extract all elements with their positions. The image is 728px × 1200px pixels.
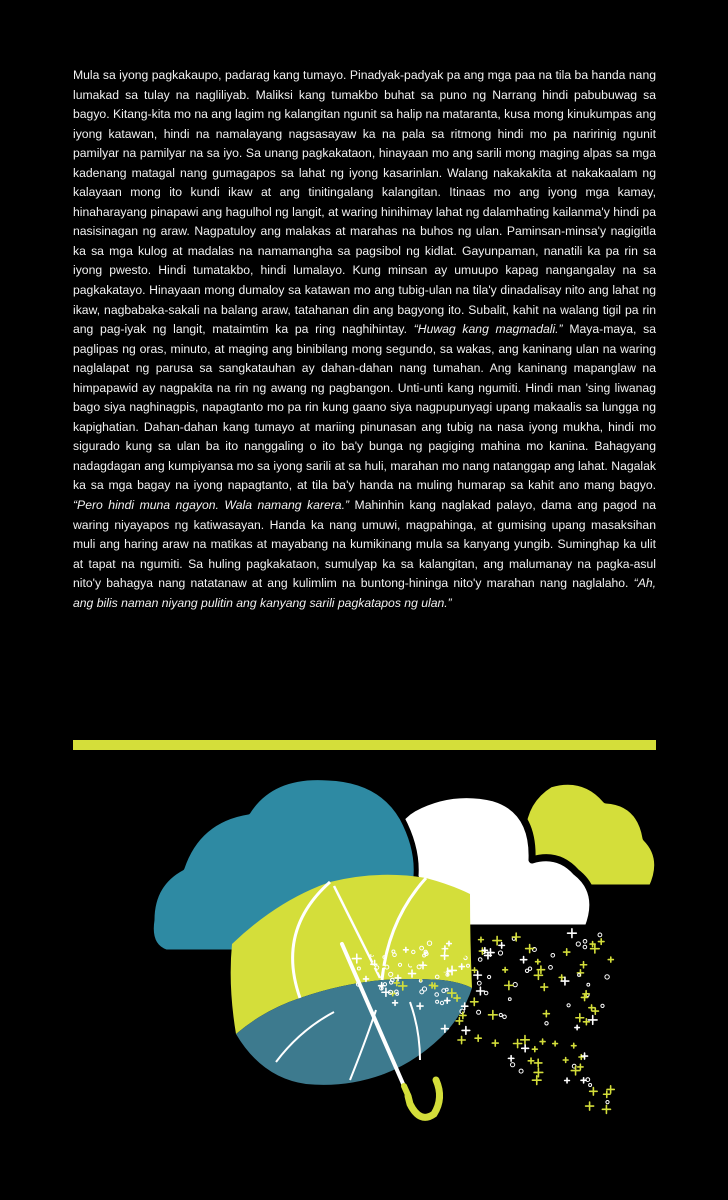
rain-illustration	[0, 750, 728, 1200]
sparkle-star	[534, 1059, 542, 1067]
sparkle-star	[586, 1102, 594, 1110]
sparkle-star	[505, 981, 513, 989]
sparkle-star	[582, 1053, 588, 1059]
sparkle-star	[602, 1105, 610, 1113]
story-segment-1: Mula sa iyong pagkakaupo, padarag kang tumayo. Pinadyak-padyak pa ang mga paa na tila ba handa nang lumakad sa tulay na nagliliyab. Maliksi kang tumakbo buhat sa puno ng Narrang hindi pabubuwag sa bagyo. Kitang-kita mo na ang lagim ng kalangitan ngunit sa halip na mataranta, kusa mong kinukumpas ang iyong katawan, hindi na namalayang nagsasayaw ka na pala sa ritmong hindi mo pa naririnig ngunit pamilyar na pamilyar na sa iyo. Sa unang pagkakataon, hinayaan mo ang sarili mong maging alpas sa mga kadenang matagal nang gumagapos sa lahat ng iyong kasarinlan. Walang nakakakita at nakakaalam ng kalayaan mong ito kundi ikaw at ang tinitingalang kalangitan. Itinaas mo ang iyong mga kamay, hinaharayang pinapawi ang hagulhol ng langit, at waring hinihimay lahat ng dalamhating kailanma'y hindi pa nasisinagan ng araw. Nagpatuloy ang malakas at marahas na buhos ng ulan. Paminsan-minsa'y nagigitla ka sa mga kulog at madalas na namamangha sa pagsibol ng kidlat. Gayunpaman, nanatili ka pa rin sa iyong pwesto. Hindi tumatakbo, hindi lumalayo. Kung minsan ay umuupo kapag nangangalay na sa pagkakatayo. Hinayaan mong dumaloy sa katawan mo ang tubig-ulan na tila'y dinadalisay nito ang lahat ng ikaw, nagbabaka-sakali na balang araw, tatahanan din ang bagyong ito. Subalit, kahit na walang tigil pa rin ang pag-iyak ng langit, mataimtim ka pa ring naghihintay.	[73, 68, 656, 337]
sparkle-star	[588, 1016, 597, 1025]
sparkle-star	[604, 1091, 610, 1097]
sparkle-star	[520, 956, 526, 962]
rain-drop	[508, 998, 511, 1001]
rain-drop	[587, 983, 590, 986]
story-quote-3: “Ah, ang bilis naman niyang pulitin ang kanyang sarili pagkatapos ng ulan.”	[73, 576, 656, 610]
rain-drop	[545, 1022, 548, 1025]
rain-drop	[606, 1101, 609, 1104]
sparkle-star	[493, 936, 501, 944]
sparkle-star	[479, 937, 484, 942]
sparkle-star	[564, 949, 570, 955]
story-segment-3: Mahinhin kang naglakad palayo, dama ang pagod na waring niyayapos ng katiwasayan. Handa ka nang umuwi, magpahinga, at gumising upang masaksihan muli ang haring araw na matikas at mayabang na kumikinang mula sa kanyang yungib. Suminghap ka ulit at tapat na ngumiti. Sa huling pagkakataon, sumulyap ka sa kalangitan, ang malumanay na pagka-asul nito'y bahagya nang natatanaw at ang kulimlim na buntong-hininga nito'y marahan nang naglalaho.	[73, 498, 656, 591]
rain-drop	[510, 1063, 514, 1067]
sparkle-star	[607, 1086, 614, 1093]
sparkle-star	[563, 1058, 568, 1063]
rain-drop	[477, 981, 481, 985]
sparkle-star	[522, 1045, 529, 1052]
sparkle-star	[477, 987, 485, 995]
sparkle-star	[608, 957, 613, 962]
sparkle-star	[590, 1088, 597, 1095]
sparkle-star	[508, 1056, 513, 1061]
rain-drop	[578, 974, 581, 977]
sparkle-star	[532, 1047, 537, 1052]
sparkle-star	[592, 1008, 598, 1014]
rain-drop	[605, 975, 609, 979]
sparkle-star	[526, 945, 534, 953]
sparkle-star	[536, 959, 541, 964]
sparkle-star	[472, 968, 477, 973]
rain-drop	[478, 958, 482, 962]
sparkle-star	[489, 1010, 498, 1019]
sparkle-star	[576, 1014, 584, 1022]
sparkle-star	[559, 975, 564, 980]
sparkle-star	[528, 1058, 534, 1064]
lime-divider-bar	[73, 740, 656, 750]
sparkle-star	[534, 1068, 543, 1077]
rain-drop	[583, 940, 587, 944]
sparkle-star	[512, 933, 520, 941]
sparkle-star	[543, 1011, 549, 1017]
sparkle-star	[471, 998, 478, 1005]
sparkle-star	[503, 967, 508, 972]
sparkle-star	[458, 1036, 465, 1043]
story-quote-1: “Huwag kang magmadali.”	[413, 322, 563, 337]
rain-drop	[488, 975, 491, 978]
rain-drop	[576, 942, 580, 946]
rain-drop	[567, 1004, 570, 1007]
story-quote-2: “Pero hindi muna ngayon. Wala namang karera.”	[73, 498, 350, 513]
rain-drop	[477, 1010, 481, 1014]
sparkle-star	[462, 1027, 470, 1035]
rain-drop	[503, 1015, 507, 1019]
rain-drop	[589, 1084, 592, 1087]
sparkle-star	[540, 1039, 545, 1044]
sparkle-star	[553, 1041, 558, 1046]
rain-drop	[598, 933, 602, 937]
rain-drop	[601, 1004, 604, 1007]
sparkle-star	[581, 1078, 586, 1083]
rain-drop	[549, 966, 553, 970]
sparkle-star	[589, 1005, 594, 1010]
rain-drop	[484, 991, 488, 995]
rain-drop	[499, 1013, 502, 1016]
sparkle-star	[571, 1043, 576, 1048]
sparkle-star	[532, 1076, 541, 1085]
sparkle-star	[492, 1040, 498, 1046]
story-segment-2: Maya-maya, sa paglipas ng oras, minuto, at maging ang binibilang mong segundo, sa wakas, ang kaninang ulan na waring naglalapat ng parusa sa sangkatauhan ay dahan-dahan nang tumahan. Ang kaninang mapanglaw na himpapawid ay nagpakita na rin ng awang ng pagbangon. Unti-unti kang ngumiti. Hindi man 'sing liwanag bago siya naghinagpis, napagtanto mo pa rin kung gaano siya nagpupunyagi upang makaalis sa lungga ng kapighatian. Dahan-dahan kang tumayo at mariing pinunasan ang tubig na nasa iyong mukha, hindi mo sigurado kung sa ulan ba ito nanggaling o ito ba'y bunga ng pagiging mahina mo kanina. Bahagyang nadagdagan ang kumpiyansa mo sa iyong sarili at sa huli, marahan mo nang natanggap ang lahat. Nagalak ka sa mga bagay na iyong napagtanto, at tila ba'y handa na muling humarap sa kahit ano mang bagyo.	[73, 322, 656, 493]
sparkle-star	[565, 1078, 570, 1083]
rain-drop	[583, 945, 587, 949]
sparkle-star	[456, 1018, 463, 1025]
sparkle-star	[575, 1025, 579, 1029]
rain-drop	[528, 967, 531, 970]
sparkle-star	[499, 943, 504, 948]
sparkle-star	[578, 1064, 583, 1069]
rain-drop	[551, 954, 555, 958]
sparkle-star	[598, 939, 604, 945]
rain-drop	[498, 951, 502, 955]
sparkle-star	[475, 1035, 481, 1041]
story-text	[73, 66, 656, 613]
rain-drop	[513, 983, 517, 987]
sparkle-star	[541, 984, 548, 991]
sparkle-star	[580, 962, 586, 968]
rain-drop	[519, 1069, 523, 1073]
